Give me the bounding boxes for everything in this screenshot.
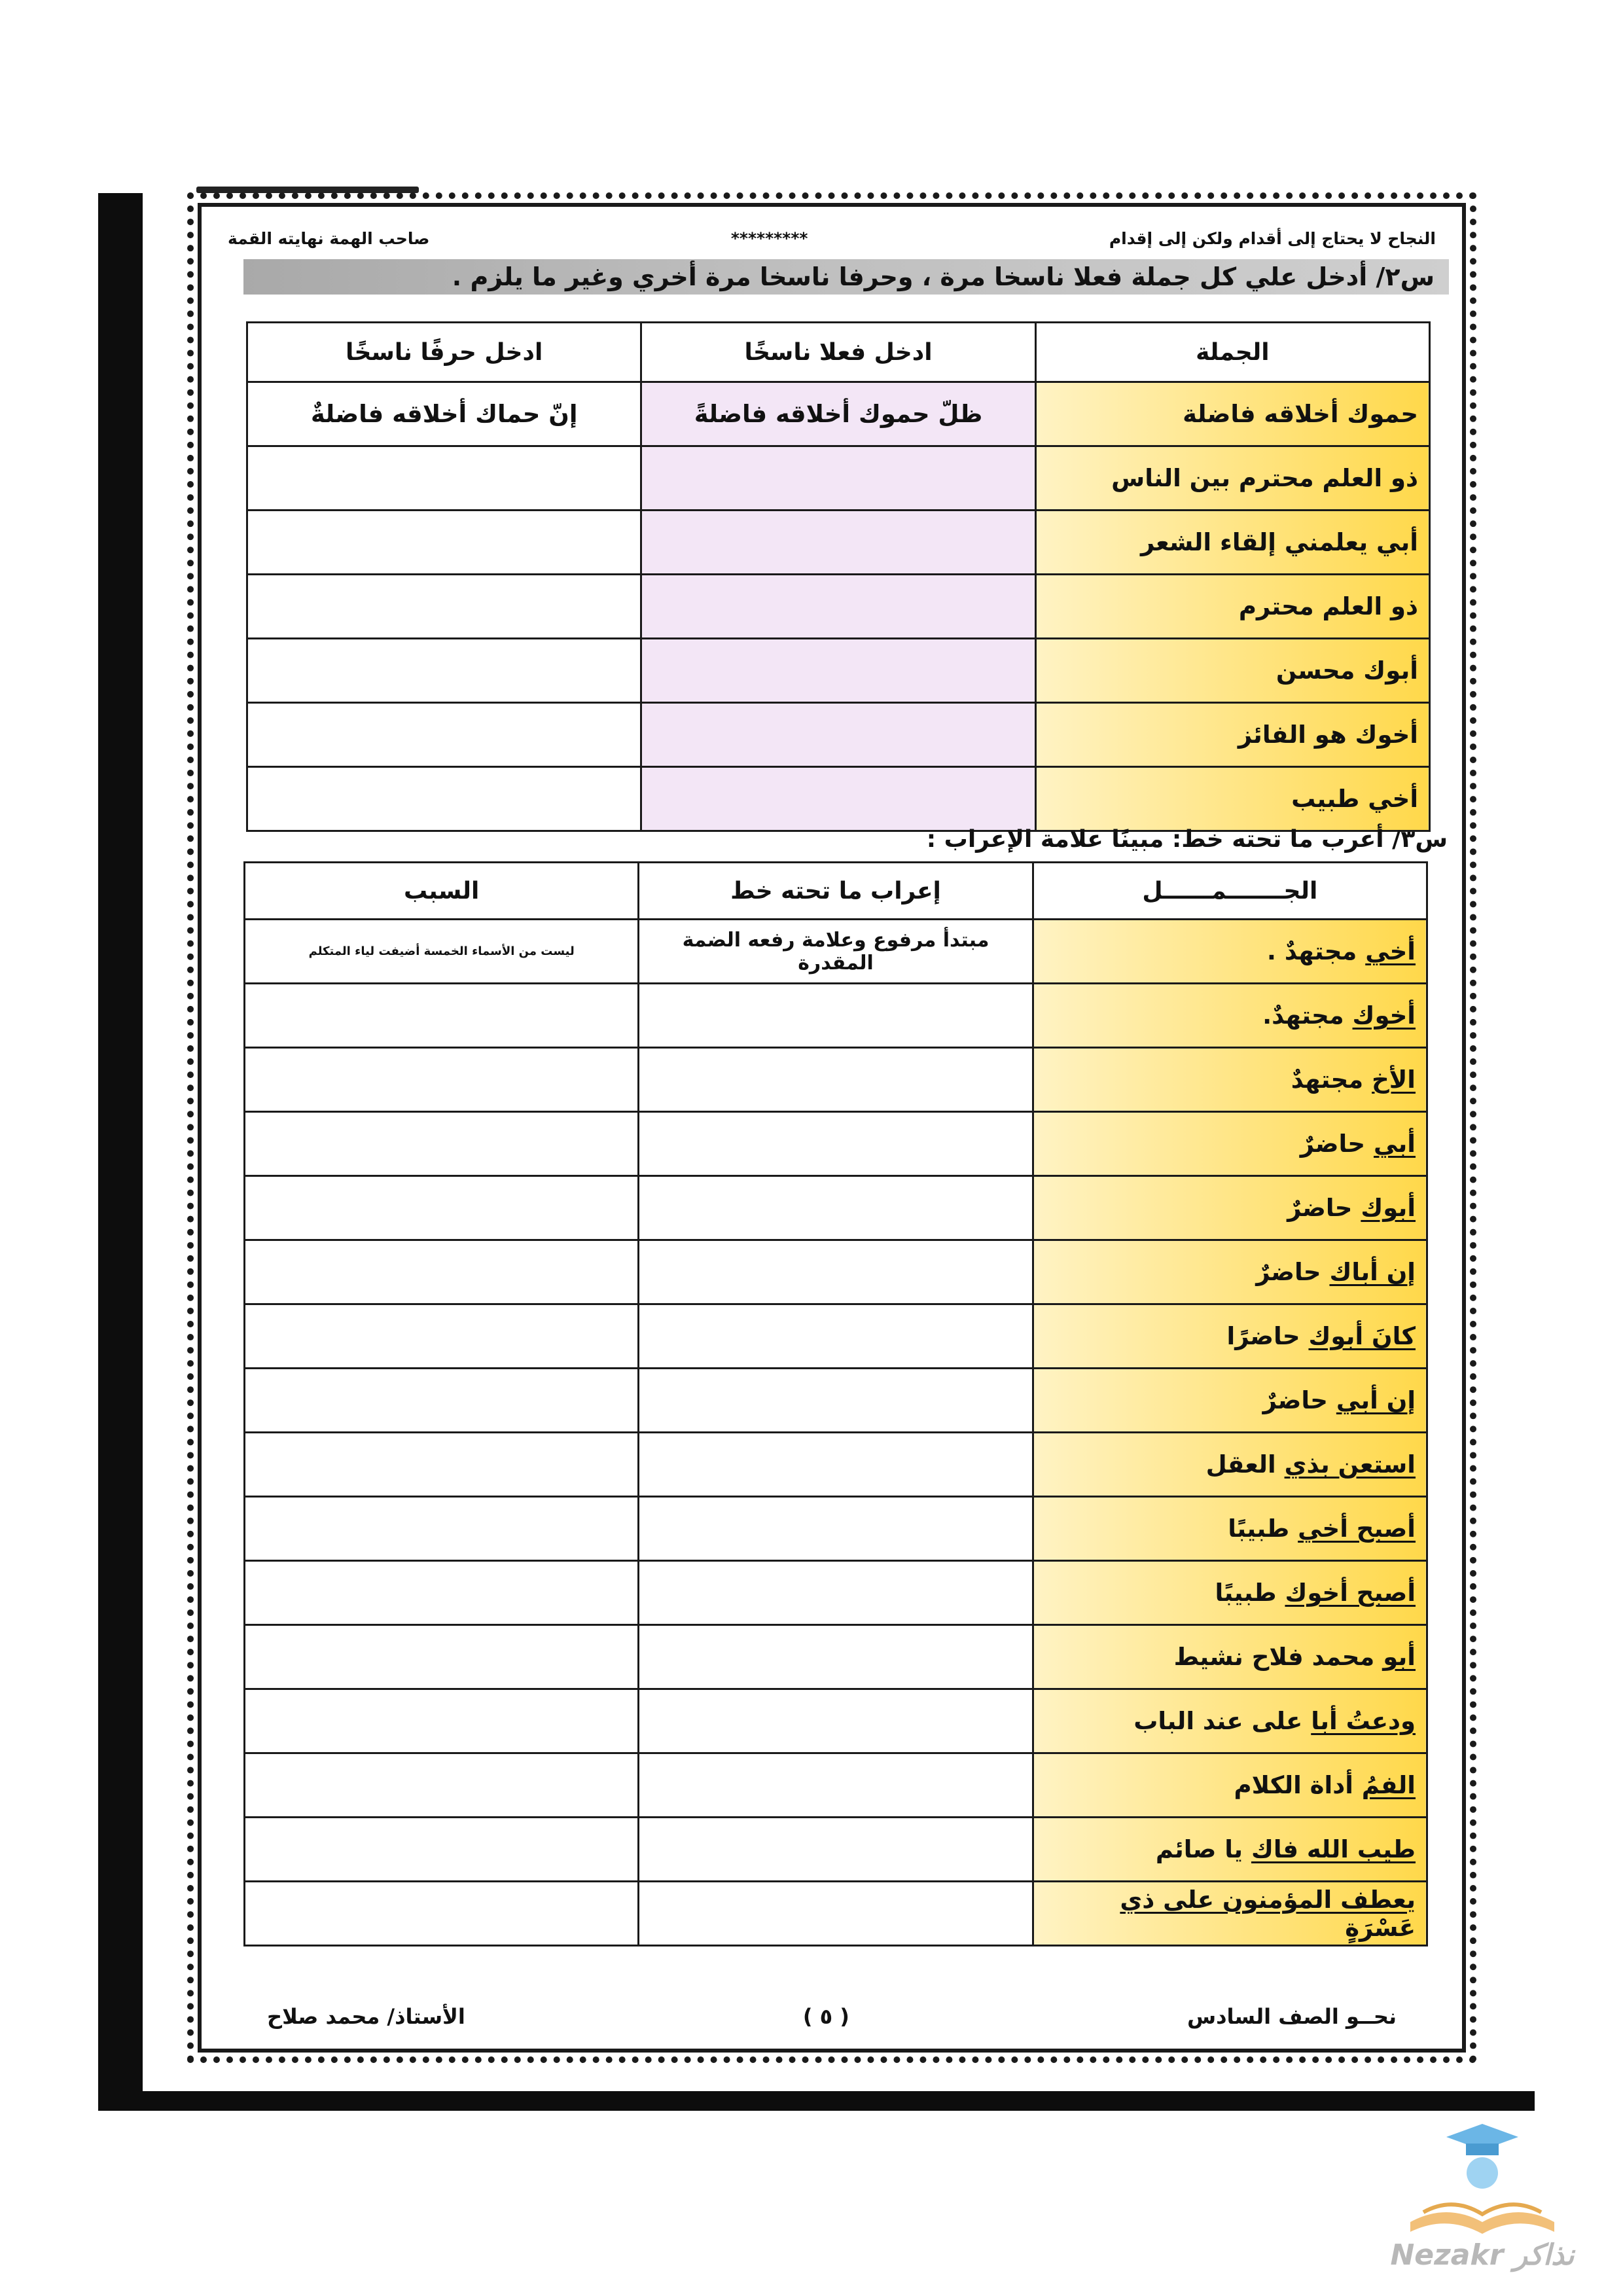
underlined-word: يعطف المؤمنون على ذي	[1120, 1885, 1416, 1914]
particle-answer-cell[interactable]	[247, 703, 641, 767]
parsing-answer-cell[interactable]	[639, 1561, 1033, 1625]
sentence-rest: حاضرٌ	[1262, 1386, 1336, 1414]
verb-answer-cell[interactable]: ظلّ حموك أخلاقه فاضلةً	[641, 382, 1035, 446]
parsing-answer-cell[interactable]	[639, 1369, 1033, 1433]
table-row	[245, 1240, 1427, 1304]
verb-answer-cell[interactable]	[641, 446, 1035, 511]
sentence-cell	[1033, 920, 1427, 984]
sentence-rest: حاضرٌ	[1300, 1130, 1374, 1158]
verb-answer-cell[interactable]	[641, 639, 1035, 703]
sentence-cell	[1033, 1497, 1427, 1561]
table-row	[247, 382, 1430, 446]
reason-answer-cell[interactable]	[245, 1240, 639, 1304]
sentence-cell: أبي يعلمني إلقاء الشعر	[1035, 511, 1429, 575]
sentence-cell	[1033, 1240, 1427, 1304]
sentence-cell	[1033, 1176, 1427, 1240]
sentence-rest: مجتهدٌ	[1291, 1066, 1372, 1094]
table-row	[247, 767, 1430, 831]
reason-answer-cell[interactable]	[245, 1625, 639, 1689]
underlined-word: أصبح أخي	[1298, 1515, 1416, 1543]
underlined-word: إن أباك	[1329, 1258, 1416, 1286]
sentence-cell: ذو العلم محترم	[1035, 575, 1429, 639]
table-row	[245, 1625, 1427, 1689]
header-motto-left: صاحب الهمة نهايته القمة	[228, 228, 430, 248]
page-footer	[267, 2001, 1397, 2032]
particle-answer-cell[interactable]	[247, 446, 641, 511]
sentence-rest: محمد فلاح نشيط	[1173, 1643, 1383, 1671]
underlined-word: الأخ	[1372, 1066, 1416, 1094]
logo-wordmark: Nezakr نذاكر	[1390, 2238, 1575, 2272]
sentence-cell	[1033, 1882, 1427, 1946]
sentence-cell: ذو العلم محترم بين الناس	[1035, 446, 1429, 511]
particle-answer-cell[interactable]: إنّ حماك أخلاقه فاضلةٌ	[247, 382, 641, 446]
table-row	[245, 1048, 1427, 1112]
footer-page-number: ( ٥ )	[802, 2004, 849, 2029]
table-row	[245, 1112, 1427, 1176]
table-row	[245, 1689, 1427, 1753]
scan-edge-bottom	[98, 2091, 1535, 2111]
reason-answer-cell[interactable]	[245, 1497, 639, 1561]
parsing-answer-cell[interactable]	[639, 1433, 1033, 1497]
table-row	[245, 984, 1427, 1048]
sentence-rest: حاضرٌ	[1287, 1194, 1361, 1222]
question-2-table	[246, 321, 1431, 832]
question-3-table	[243, 861, 1428, 1946]
table-row	[245, 1561, 1427, 1625]
sentence-rest: طبيبًا	[1215, 1579, 1285, 1607]
sentence-rest: حاضرًا	[1226, 1322, 1309, 1350]
underlined-word: أبوك	[1361, 1194, 1416, 1222]
sentence-rest: أداة الكلام	[1234, 1771, 1362, 1799]
reason-answer-cell[interactable]	[245, 1304, 639, 1369]
table-row	[245, 1176, 1427, 1240]
table-row	[245, 1497, 1427, 1561]
table-row	[245, 1753, 1427, 1818]
footer-teacher: الأستاذ/ محمد صلاح	[267, 2004, 465, 2029]
footer-subject: نحــو الصف السادس	[1186, 2004, 1397, 2029]
underlined-word: أبو	[1383, 1643, 1416, 1671]
header-motto-right: النجاح لا يحتاج إلى أقدام ولكن إلى إقدام	[1109, 228, 1436, 248]
verb-answer-cell[interactable]	[641, 511, 1035, 575]
reason-answer-cell[interactable]	[245, 1689, 639, 1753]
sentence-rest: مجتهدٌ .	[1266, 937, 1366, 965]
reason-answer-cell[interactable]	[245, 1818, 639, 1882]
parsing-answer-cell[interactable]	[639, 1625, 1033, 1689]
reason-answer-cell[interactable]	[245, 1048, 639, 1112]
sentence-cell	[1033, 1433, 1427, 1497]
table-row	[247, 446, 1430, 511]
reason-answer-cell[interactable]: ليست من الأسماء الخمسة أضيفت لياء المتكلم	[245, 920, 639, 984]
particle-answer-cell[interactable]	[247, 575, 641, 639]
verb-answer-cell[interactable]	[641, 575, 1035, 639]
verb-answer-cell[interactable]	[641, 703, 1035, 767]
underlined-word: أخي	[1365, 937, 1416, 965]
particle-answer-cell[interactable]	[247, 639, 641, 703]
sentence-cell: حموك أخلاقه فاضلة	[1035, 382, 1429, 446]
col-header-sentences: الجـــــــمــــــل	[1033, 863, 1427, 920]
col-header-reason: السبب	[245, 863, 639, 920]
underlined-word: استعن بذي	[1284, 1450, 1416, 1479]
sentence-cell	[1033, 984, 1427, 1048]
sentence-rest: عَسْرَةٍ	[1345, 1913, 1416, 1942]
sentence-cell: أخوك هو الفائز	[1035, 703, 1429, 767]
underlined-word: ودعتُ أبا	[1311, 1707, 1416, 1735]
reason-answer-cell[interactable]	[245, 1112, 639, 1176]
parsing-answer-cell[interactable]	[639, 1753, 1033, 1818]
parsing-answer-cell[interactable]	[639, 1497, 1033, 1561]
sentence-rest: يا صائم	[1155, 1835, 1251, 1863]
table-row	[247, 703, 1430, 767]
col-header-parsing: إعراب ما تحته خط	[639, 863, 1033, 920]
reason-answer-cell[interactable]	[245, 984, 639, 1048]
parsing-answer-cell[interactable]: مبتدأ مرفوع وعلامة رفعه الضمة المقدرة	[639, 920, 1033, 984]
sentence-cell: أخي طبيب	[1035, 767, 1429, 831]
sentence-rest: طبيبًا	[1228, 1515, 1298, 1543]
sentence-cell	[1033, 1048, 1427, 1112]
table-row	[245, 1369, 1427, 1433]
parsing-answer-cell[interactable]	[639, 1882, 1033, 1946]
sentence-cell	[1033, 1818, 1427, 1882]
sentence-rest: العقل	[1205, 1450, 1285, 1479]
reason-answer-cell[interactable]	[245, 1369, 639, 1433]
table-row	[245, 1304, 1427, 1369]
sentence-cell	[1033, 1561, 1427, 1625]
parsing-answer-cell[interactable]	[639, 1818, 1033, 1882]
underlined-word: طيب الله فاك	[1251, 1835, 1416, 1863]
parsing-answer-cell[interactable]	[639, 1689, 1033, 1753]
verb-answer-cell[interactable]	[641, 767, 1035, 831]
sentence-cell	[1033, 1304, 1427, 1369]
table-row	[247, 511, 1430, 575]
table-row	[247, 575, 1430, 639]
col-header-sentence: الجملة	[1035, 323, 1429, 382]
reason-answer-cell[interactable]	[245, 1433, 639, 1497]
underlined-word: الفمُ	[1361, 1771, 1416, 1799]
underlined-word: كانَ أبوك	[1308, 1322, 1416, 1350]
reason-answer-cell[interactable]	[245, 1561, 639, 1625]
sentence-rest: على عند الباب	[1133, 1707, 1311, 1735]
table-row	[245, 1818, 1427, 1882]
sentence-rest: حاضرٌ	[1256, 1258, 1330, 1286]
particle-answer-cell[interactable]	[247, 767, 641, 831]
sentence-cell	[1033, 1112, 1427, 1176]
parsing-answer-cell[interactable]	[639, 1112, 1033, 1176]
parsing-answer-cell[interactable]	[639, 1048, 1033, 1112]
question-2-title: س٢/ أدخل علي كل جملة فعلا ناسخا مرة ، وحرفا ناسخا مرة أخري وغير ما يلزم .	[243, 259, 1449, 295]
sentence-cell	[1033, 1625, 1427, 1689]
parsing-answer-cell[interactable]	[639, 984, 1033, 1048]
reason-answer-cell[interactable]	[245, 1753, 639, 1818]
underlined-word: إن أبي	[1336, 1386, 1416, 1414]
col-header-particle: ادخل حرفًا ناسخًا	[247, 323, 641, 382]
particle-answer-cell[interactable]	[247, 511, 641, 575]
sentence-cell	[1033, 1369, 1427, 1433]
reason-answer-cell[interactable]	[245, 1176, 639, 1240]
question-3-title: س٣/ أعرب ما تحته خط: مبينًا علامة الإعراب :	[926, 826, 1448, 853]
table-row	[247, 639, 1430, 703]
graduation-book-icon	[1387, 2117, 1577, 2248]
underlined-word: أبي	[1373, 1130, 1416, 1158]
parsing-answer-cell[interactable]	[639, 1240, 1033, 1304]
sentence-cell	[1033, 1689, 1427, 1753]
table-row	[245, 920, 1427, 984]
page-header	[228, 224, 1436, 253]
parsing-answer-cell[interactable]	[639, 1304, 1033, 1369]
parsing-answer-cell[interactable]	[639, 1176, 1033, 1240]
sentence-rest: مجتهدٌ.	[1262, 1001, 1353, 1030]
underlined-word: أخوك	[1352, 1001, 1416, 1030]
scan-edge-left	[98, 193, 143, 2111]
underlined-word: أصبح أخوك	[1285, 1579, 1416, 1607]
scan-mark-top	[196, 187, 419, 193]
col-header-verb: ادخل فعلا ناسخًا	[641, 323, 1035, 382]
header-stars: *********	[730, 228, 808, 248]
sentence-cell	[1033, 1753, 1427, 1818]
table-row	[245, 1882, 1427, 1946]
sentence-cell: أبوك محسن	[1035, 639, 1429, 703]
worksheet-page	[198, 203, 1466, 2053]
reason-answer-cell[interactable]	[245, 1882, 639, 1946]
table-row	[245, 1433, 1427, 1497]
